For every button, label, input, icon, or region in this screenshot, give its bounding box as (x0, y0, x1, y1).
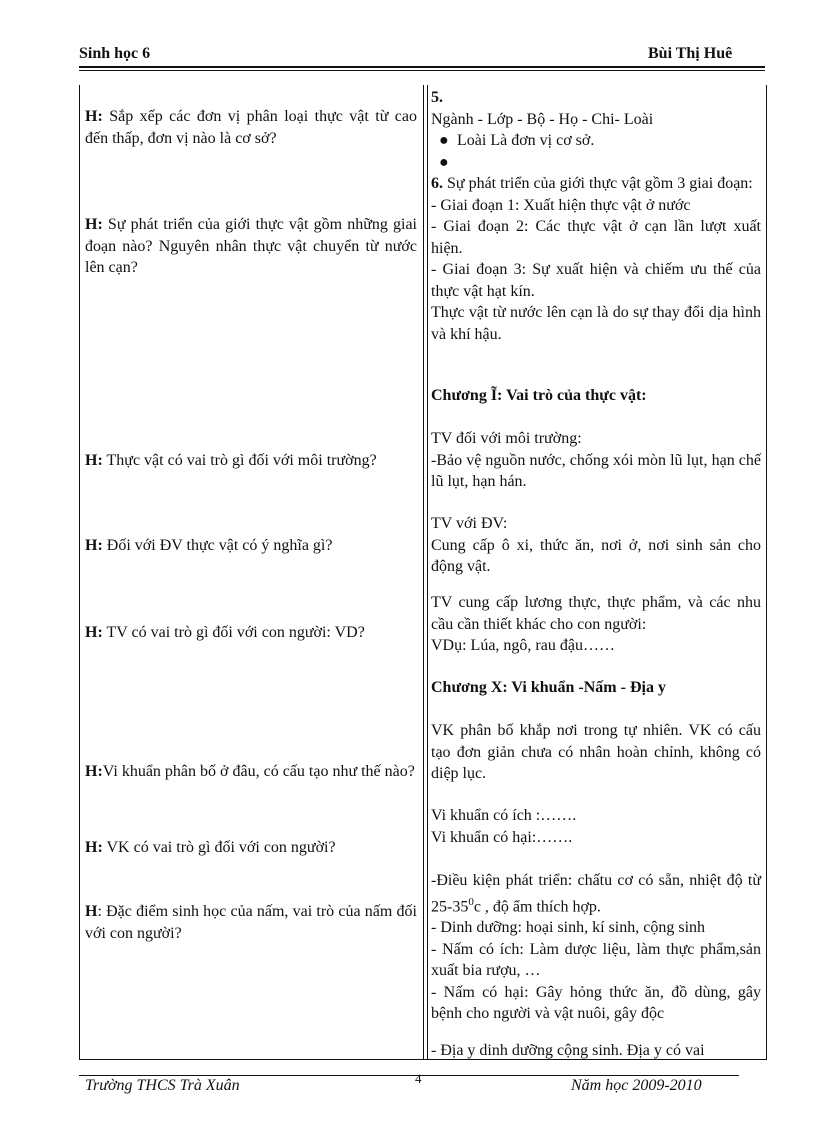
question-2 (85, 214, 417, 279)
answer-bacteria-roles (431, 805, 761, 848)
question-6 (85, 761, 417, 783)
question-label: H: (85, 537, 103, 554)
bacteria-harmful: Vi khuẩn có hại:……. (431, 828, 573, 846)
bullet-text: Loài Là đơn vị cơ sở. (457, 132, 595, 149)
answer-animals (431, 513, 761, 578)
question-text: Đối với ĐV thực vật có ý nghĩa gì? (102, 537, 333, 554)
question-label: H: (85, 839, 103, 856)
table-right-border (766, 85, 767, 1060)
question-label: H (85, 903, 98, 920)
fungi-nutrition: - Dinh dưỡng: hoại sinh, kí sinh, cộng sinh (431, 919, 706, 937)
qa-table (79, 85, 767, 1060)
stage-2: - Giai đoạn 2: Các thực vật ở cạn lần lượt xuất hiện. (431, 218, 761, 257)
humans-example: VDụ: Lúa, ngô, rau đậu…… (431, 637, 615, 654)
answer-bacteria: VK phân bố khắp nơi trong tự nhiên. VK có cấu tạo đơn giản chưa có nhân hoàn chỉnh, không có diệp lục. (431, 722, 761, 782)
animals-title: TV với ĐV: (431, 515, 508, 532)
humans-text: TV cung cấp lương thực, thực phẩm, và các nhu cầu cần thiết khác cho con người: (431, 594, 761, 633)
stage-1: - Giai đoạn 1: Xuất hiện thực vật ở nước (431, 196, 691, 214)
bullet-icon: ● (439, 132, 449, 149)
header-author: Bùi Thị Huê (648, 45, 733, 62)
answer-number: 6. (431, 175, 443, 192)
bullet-item-empty (431, 152, 761, 174)
question-4 (85, 535, 417, 557)
question-label: H: (85, 216, 103, 233)
question-5 (85, 622, 417, 644)
footer-school: Trường THCS Trà Xuân (85, 1077, 240, 1094)
stage-3: - Giai đoạn 3: Sự xuất hiện và chiếm ưu thế của thực vật hạt kín. (431, 261, 761, 300)
answer-environment (431, 428, 761, 493)
question-text: Sự phát triển của giới thực vật gồm những giai đoạn nào? Nguyên nhân thực vật chuyển từ nước lên cạn? (85, 216, 417, 276)
page-number: 4 (415, 1071, 422, 1086)
header-subject: Sinh học 6 (79, 45, 151, 62)
environment-title: TV đối với môi trường: (431, 430, 582, 447)
bullet-item (431, 130, 761, 152)
question-7 (85, 837, 417, 859)
fungi-conditions-b: c , độ ẩm thích hợp. (473, 897, 601, 915)
answer-6-reason: Thực vật từ nước lên cạn là do sự thay đổi dịa hình và khí hậu. (431, 304, 761, 343)
header-rule-thick (79, 66, 765, 68)
question-text: VK có vai trò gì đối với con người? (102, 839, 336, 856)
chapter-9-title: Chương Ĩ: Vai trò của thực vật: (431, 387, 647, 404)
answer-humans (431, 592, 761, 657)
question-text: Vi khuẩn phân bố ở đâu, có cấu tạo như thế nào? (102, 763, 415, 780)
footer-year: Năm học 2009-2010 (571, 1077, 702, 1094)
answer-fungi (431, 870, 761, 1025)
answer-6-text: Sự phát triển của giới thực vật gồm 3 giai đoạn: (443, 175, 753, 192)
question-label: H: (85, 624, 103, 641)
question-3 (85, 450, 417, 472)
question-text: TV có vai trò gì đối với con người: VD? (102, 624, 365, 641)
table-divider-right (427, 85, 428, 1060)
fungi-harmful: - Nấm có hại: Gây hỏng thức ăn, đồ dùng, gây bệnh cho người và vật nuôi, gây độc (431, 983, 761, 1023)
question-8 (85, 901, 417, 944)
taxonomy-line: Ngành - Lớp - Bộ - Họ - Chi- Loài (431, 110, 654, 128)
question-1 (85, 106, 417, 149)
question-label: H: (85, 763, 103, 780)
question-text: : Đặc điểm sinh học của nấm, vai trò của nấm đối với con người? (85, 903, 417, 942)
bullet-icon: ● (439, 153, 449, 171)
environment-text: -Bảo vệ nguồn nước, chống xói mòn lũ lụt, hạn chế lũ lụt, hạn hán. (431, 451, 761, 490)
fungi-conditions (431, 870, 761, 917)
question-text: Thực vật có vai trò gì đối với môi trường? (102, 452, 377, 469)
table-divider-left (423, 85, 424, 1060)
fungi-useful: - Nấm có ích: Làm dược liệu, làm thực phẩm,sản xuất bia rượu, … (431, 940, 761, 980)
fungi-conditions-a: -Điều kiện phát triển: chấtu cơ có sẵn, nhiệt độ từ 25-35 (431, 872, 761, 915)
question-label: H: (85, 452, 103, 469)
footer-rule (79, 1075, 739, 1076)
chapter-10-title: Chương X: Vi khuẩn -Nấm - Địa y (431, 679, 666, 696)
degree-mark: 0 (468, 895, 474, 908)
answer-5 (431, 87, 761, 173)
answer-6 (431, 173, 761, 345)
answer-lichen: - Địa y dinh dưỡng cộng sinh. Địa y có vai (431, 1042, 705, 1059)
question-label: H: (85, 108, 103, 125)
header-rule-thin (79, 70, 765, 71)
bacteria-useful: Vi khuẩn có ích :……. (431, 807, 577, 824)
answer-number: 5. (431, 89, 443, 106)
question-text: Sắp xếp các đơn vị phân loại thực vật từ cao đến thấp, đơn vị nào là cơ sở? (85, 108, 417, 147)
answer-6-intro (431, 173, 761, 195)
animals-text: Cung cấp ô xi, thức ăn, nơi ở, nơi sinh sản cho động vật. (431, 536, 761, 575)
table-left-border (79, 85, 80, 1060)
